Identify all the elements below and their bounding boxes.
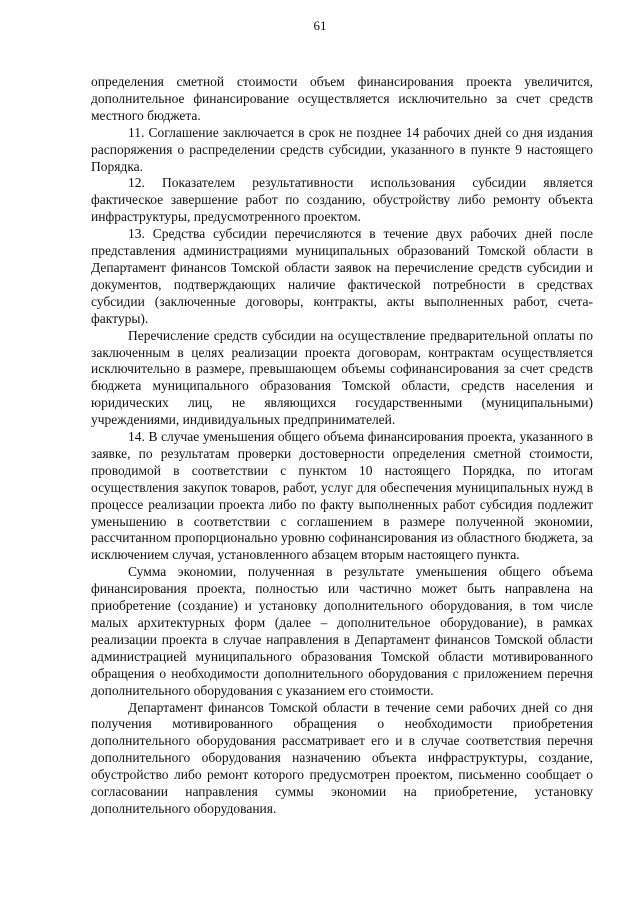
document-body (91, 74, 593, 818)
paragraph-savings: Сумма экономии, полученная в результате уменьшения общего объема финансирования проекта, полностью или частично может быть направлена на приобретение (создание) и установку дополнительного оборудования, в том числе малых архитектурных форм (далее – дополнительное оборудование), в рамках реализации проекта в случае направления в Департамент финансов Томской области администрацией муниципального образования Томской области мотивированного обращения о необходимости дополнительного оборудования с приложением перечня дополнительного оборудования с указанием его стоимости. (91, 564, 593, 698)
page-number: 61 (313, 18, 327, 33)
paragraph-clause-11: 11. Соглашение заключается в срок не позднее 14 рабочих дней со дня издания распоряжения о распределении средств субсидии, указанного в пункте 9 настоящего Порядка. (91, 124, 593, 174)
paragraph-prepayment: Перечисление средств субсидии на осуществление предварительной оплаты по заключенным в целях реализации проекта договорам, контрактам осуществляется исключительно в размере, превышающем объемы софинансирования за счет средств бюджета муниципального образования Томской области, средств населения и юридических лиц, не являющихся государственными (муниципальными) учреждениями, индивидуальных предпринимателей. (91, 327, 593, 428)
paragraph-department-review: Департамент финансов Томской области в течение семи рабочих дней со дня получения мотивированного обращения о необходимости приобретения дополнительного оборудования рассматривает его и в случае соответствия перечня дополнительного оборудования назначению объекта инфраструктуры, создание, обустройство либо ремонт которого предусмотрен проектом, письменно сообщает о согласовании направления суммы экономии на приобретение, установку дополнительного оборудования. (91, 699, 593, 816)
paragraph-clause-13: 13. Средства субсидии перечисляются в течение двух рабочих дней после представления администрациями муниципальных образований Томской области в Департамент финансов Томской области заявок на перечисление средств субсидии и документов, подтверждающих наличие фактической потребности в средствах субсидии (заключенные договоры, контракты, акты выполненных работ, счета-фактуры). (91, 226, 593, 326)
paragraph-clause-14: 14. В случае уменьшения общего объема финансирования проекта, указанного в заявке, по результатам проверки достоверности определения сметной стоимости, проводимой в соответствии с пунктом 10 настоящего Порядка, по итогам осуществления закупок товаров, работ, услуг для обеспечения муниципальных нужд в процессе реализации проекта либо по факту выполненных работ субсидия подлежит уменьшению в соответствии с соглашением в размере полученной экономии, рассчитанном пропорционально уровню софинансирования из областного бюджета, за исключением случая, установленного абзацем вторым настоящего пункта. (91, 429, 593, 563)
paragraph-continuation: определения сметной стоимости объем финансирования проекта увеличится, дополнительное финансирование осуществляется исключительно за счет средств местного бюджета. (91, 74, 593, 123)
paragraph-clause-12: 12. Показателем результативности использования субсидии является фактическое завершение работ по созданию, обустройству либо ремонту объекта инфраструктуры, предусмотренного проектом. (91, 175, 593, 225)
